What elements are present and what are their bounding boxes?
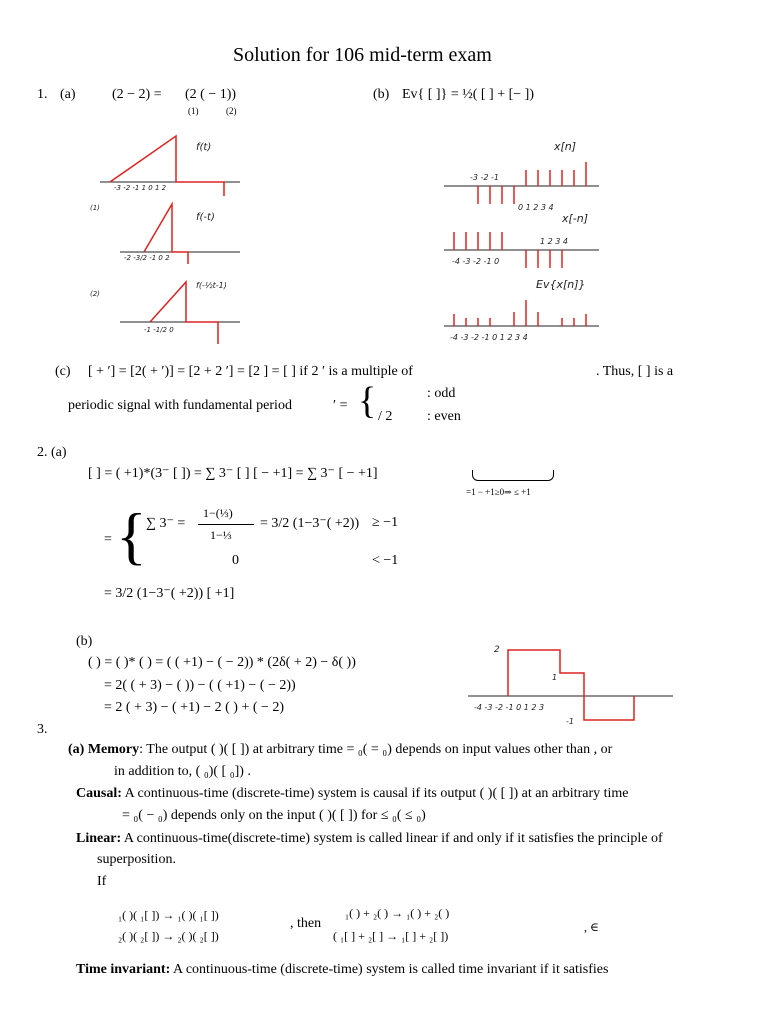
q2a-case1-result: = 3/2 (1−3⁻( +2)) (260, 516, 360, 531)
q1c-line1: [ + ′] = [2( + ′)] = [2 + 2 ′] = [2 ] = [ ] if 2 ′ is a multiple of (88, 364, 413, 379)
svg-text:x[-n]: x[-n] (562, 212, 589, 225)
q1a-label: (a) (60, 87, 76, 102)
svg-text:1: 1 (552, 673, 558, 682)
q2b-label: (b) (76, 634, 93, 649)
q2a-case1-cond: ≥ −1 (372, 515, 399, 530)
page-title: Solution for 106 mid-term exam (233, 44, 492, 66)
q2-number: 2. (a) (37, 445, 67, 460)
q3-lin-left2: ₂( )( ₂[ ]) → ₂( )( ₂[ ]) (118, 929, 219, 943)
svg-text:0 1 2 3 4: 0 1 2 3 4 (518, 203, 554, 212)
q3-lin-left1: ₁( )( ₁[ ]) → ₁( )( ₁[ ]) (118, 908, 219, 922)
q1-number: 1. (37, 87, 48, 102)
q1c-thus: . Thus, [ ] is a (596, 364, 674, 379)
q3-causal-text2: = ₀( − ₀) depends only on the input ( )( [ ]) for ≤ ₀( ≤ ₀) (122, 808, 426, 823)
q1a-step2: (2) (226, 106, 237, 116)
svg-text:(1): (1) (90, 204, 100, 212)
q2a-frac-bar (198, 524, 254, 525)
q3-causal-text: A continuous-time (discrete-time) system is causal if its output ( )( [ ]) at an arbitrary time (124, 786, 629, 801)
q1c-brace: { (358, 380, 377, 422)
svg-text:2: 2 (494, 645, 500, 655)
q3-linear (76, 831, 663, 847)
q2a-brace-note: =1 − +1≥0⇒ ≤ +1 (466, 487, 531, 497)
q2a-frac-den: 1−⅓ (210, 528, 232, 542)
q2b-line2: = 2( ( + 3) − ( )) − ( ( +1) − ( − 2)) (104, 678, 296, 693)
q2a-final: = 3/2 (1−3⁻( +2)) [ +1] (104, 586, 235, 601)
q2a-case2-cond: < −1 (372, 553, 399, 568)
q3-ti-text: A continuous-time (discrete-time) system is called time invariant if it satisfies (172, 962, 609, 977)
q3-linear-text: A continuous-time(discrete-time) system is called linear if and only if it satisfies the principle of (123, 831, 663, 846)
q3-lin-right2: ( ₁[ ] + ₂[ ] → ₁[ ] + ₂[ ]) (333, 929, 449, 943)
q3-lin-right1: ₁( ) + ₂( ) → ₁( ) + ₂( ) (345, 906, 450, 920)
q3-number: 3. (37, 722, 48, 737)
q1c-eq: ′ = (333, 398, 348, 413)
q3-ti-label: Time invariant: (76, 962, 171, 977)
q3-causal (76, 786, 629, 802)
q2b-graph (468, 640, 678, 730)
label-f-t: f(t) (196, 142, 212, 153)
q3-then: , then (290, 916, 322, 931)
q1a-graph-f-half (90, 278, 250, 348)
q1c-case-even-lhs: / 2 (378, 409, 393, 424)
svg-text:-4 -3 -2 -1 0: -4 -3 -2 -1 0 1 2 3 (474, 703, 545, 712)
q3-causal-label: Causal: (76, 786, 122, 801)
q1a-graph-f-neg-t (90, 200, 250, 262)
svg-text:-3 -2 -1: -3 -2 -1 (470, 173, 500, 182)
q1c-case-even: : even (427, 409, 461, 424)
q3-if: If (97, 874, 107, 889)
svg-text:-1 -1/2 0: -1 -1/2 0 (144, 326, 174, 334)
q3-memory-text2: in addition to, ( ₀)( [ ₀]) . (114, 764, 251, 779)
q1a-graph-f-t (100, 132, 250, 192)
q2b-line3: = 2 ( + 3) − ( +1) − 2 ( ) + ( − 2) (104, 700, 285, 715)
q3-time-invariant (76, 962, 608, 978)
svg-text:f(-½t-1): f(-½t-1) (196, 281, 227, 290)
svg-text:x[n]: x[n] (554, 140, 577, 153)
svg-text:1 2 3 4: 1 2 3 4 (540, 237, 568, 246)
q2a-cases-brace: { (116, 500, 147, 571)
svg-text:-2 -3/2 -1 0 2: -2 -3/2 -1 0 2 (124, 254, 170, 262)
q3-lin-in: , ∈ (584, 920, 599, 934)
svg-text:-4 -3 -2 -1 0 1 2 3 4: -4 -3 -2 -1 0 1 2 3 4 (450, 333, 528, 342)
svg-text:f(-t): f(-t) (196, 212, 215, 223)
q1b-graph-xn (444, 136, 604, 366)
q3-memory-label: (a) Memory (68, 742, 140, 757)
q2a-case2-val: 0 (232, 553, 239, 568)
svg-text:-3 -2 -1 1 0 1 2: -3 -2 -1 1 0 1 2 (114, 184, 167, 192)
svg-text:-1: -1 (566, 717, 574, 726)
q1a-expr-left: (2 − 2) = (112, 87, 162, 102)
q1a-step1: (1) (188, 106, 199, 116)
svg-text:Ev{x[n]}: Ev{x[n]} (536, 278, 586, 291)
q3-memory-text: : The output ( )( [ ]) at arbitrary time = ₀( = ₀) depends on input values other than , or (139, 742, 613, 757)
q2a-frac-num: 1−(⅓) (203, 506, 233, 520)
q1b-label: (b) (373, 87, 390, 102)
q2a-case1-expr: ∑ 3⁻ = (146, 516, 186, 531)
q1c-label: (c) (55, 364, 71, 379)
q3-linear-label: Linear: (76, 831, 122, 846)
svg-text:(2): (2) (90, 290, 100, 298)
q2a-underbrace (472, 470, 554, 481)
q2b-line1: ( ) = ( )* ( ) = ( ( +1) − ( − 2)) * (2δ( + 2) − δ( )) (88, 655, 356, 670)
q1c-line2: periodic signal with fundamental period (68, 398, 292, 413)
q3-memory (68, 742, 612, 758)
q2a-line1: [ ] = ( +1)*(3⁻ [ ]) = ∑ 3⁻ [ ] [ − +1] = ∑ 3⁻ [ − +1] (88, 466, 378, 481)
q1a-expr-right: (2 ( − 1)) (185, 87, 237, 102)
q1b-expr: Ev{ [ ]} = ½( [ ] + [− ]) (402, 87, 534, 102)
q3-linear-text2: superposition. (97, 852, 176, 867)
svg-text:-4 -3 -2 -1 0: -4 -3 -2 -1 0 (452, 257, 500, 266)
q2a-eq-sign: = (104, 532, 112, 547)
q1c-case-odd: : odd (427, 386, 456, 401)
